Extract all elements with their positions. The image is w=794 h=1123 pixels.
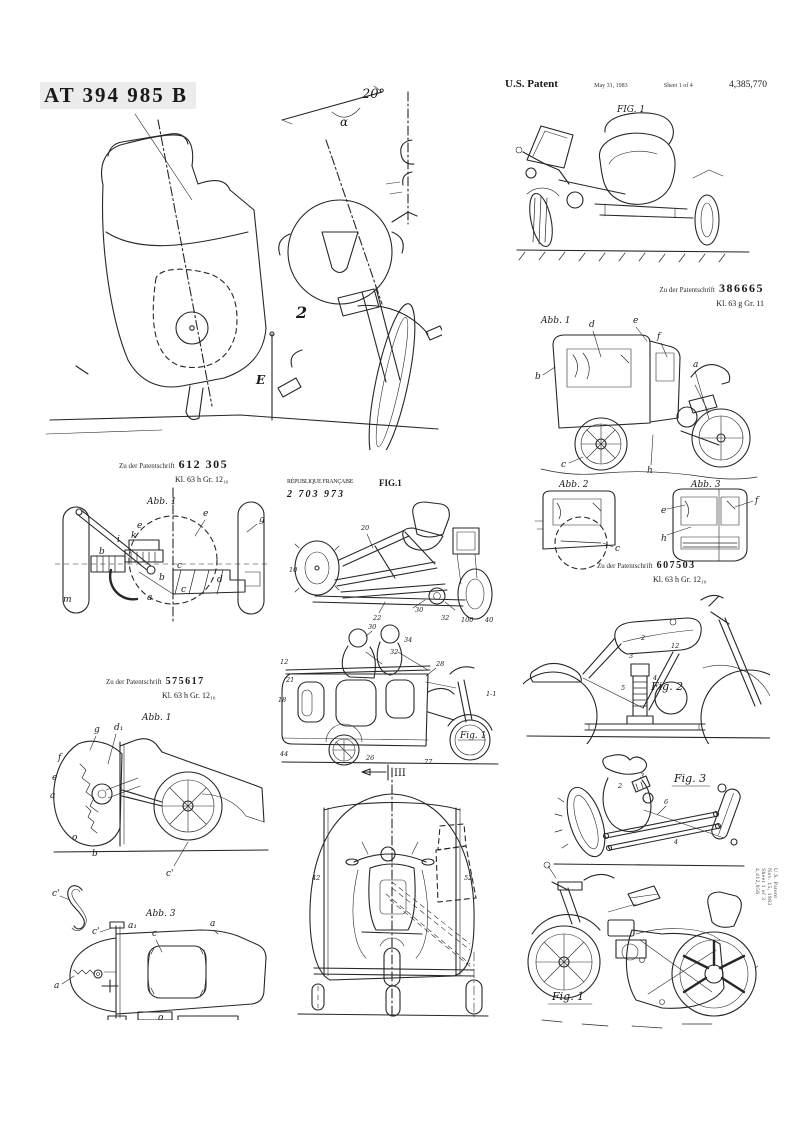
header-number: 386665 (719, 281, 764, 295)
at-patent-title: AT 394 985 B (40, 82, 196, 109)
ref-100: 100 (461, 616, 474, 624)
de-607503-header (597, 554, 707, 585)
angle-value-label: 20° (362, 87, 386, 102)
label-a: a (147, 593, 153, 603)
ref-21: 21 (286, 676, 295, 684)
label-c2: c (615, 544, 621, 554)
label-a2: a (210, 919, 216, 929)
label-m: m (63, 595, 72, 605)
motorcycle-frame-side (523, 595, 770, 744)
section-III-label: III (394, 768, 406, 779)
header-class: Kl. 63 h Gr. 12₁₀ (653, 574, 707, 584)
fig1-caption: FIG. 1 (617, 105, 646, 115)
header-prefix: Zu der Patentschrift (659, 286, 715, 294)
label-c-prime-3: c' (92, 927, 100, 937)
header-class: Kl. 63 g Gr. 11 (716, 298, 764, 308)
ref-3: 3 (640, 772, 645, 780)
header-prefix: Zu der Patentschrift (106, 678, 162, 686)
ref-18: 18 (278, 696, 287, 704)
chassis-plan-view (55, 488, 270, 622)
panel-de-575617 (50, 668, 275, 1020)
ref-32: 32 (441, 614, 450, 622)
label-h2: h (661, 534, 667, 544)
abb1-caption: Abb. 1 (541, 316, 571, 326)
fig2-caption: Fig. 2 (651, 680, 684, 693)
label-i: i (117, 535, 120, 545)
angle-dimension (282, 86, 414, 224)
de-607503-figure (523, 578, 770, 744)
fig1-caption: Fig. 1 (460, 731, 487, 741)
de-575617-figures (50, 694, 275, 1020)
panel-frame-scooter (288, 762, 498, 1024)
coach-sidecar (553, 335, 680, 470)
ref-4: 4 (653, 674, 658, 682)
label-f2: f (755, 496, 759, 506)
ref-20: 20 (361, 524, 370, 532)
label-e2: e (661, 506, 667, 516)
ref-numbers (617, 772, 678, 846)
ref-34: 34 (404, 636, 413, 644)
motorcycle-front (426, 667, 492, 760)
tie-rods (386, 882, 472, 968)
label-a3: a (54, 981, 60, 991)
label-b: b (535, 372, 541, 382)
sidecar-wheel-unit (710, 784, 743, 845)
panel-de-386665 (523, 278, 770, 570)
ref-labels (63, 509, 265, 605)
patent-edge-text (754, 868, 778, 1036)
ref-numbers (289, 524, 493, 624)
label-e: e (203, 509, 209, 519)
fig3-caption: Fig. 3 (674, 772, 707, 785)
header-class: Kl. 63 h Gr. 12₁₀ (175, 474, 229, 484)
alpha-label: α (340, 115, 349, 129)
abb2-caption: Abb. 2 (559, 480, 589, 490)
ref-2-label: 2 (296, 303, 308, 322)
label-c: c (561, 460, 567, 470)
label-d: d (217, 575, 223, 585)
label-h: h (647, 466, 653, 476)
edge-publication: U.S. Patent (772, 868, 778, 899)
label-c: c (152, 929, 158, 939)
hook-part (68, 886, 87, 931)
abb1-caption: Abb. 1 (142, 713, 172, 723)
label-b: b (159, 573, 165, 583)
label-d1: d₁ (114, 723, 124, 733)
sidecar-seatback (708, 892, 742, 927)
label-e: e (52, 773, 58, 783)
fr-fig-caption: FIG.1 (379, 478, 402, 488)
de-612305-header (119, 454, 229, 485)
fig3-figure (548, 750, 748, 877)
panel-fr-2703973 (285, 478, 500, 625)
motorcycle-rear-view (278, 140, 442, 450)
ref-6: 6 (664, 798, 669, 806)
ref-52: 52 (464, 874, 473, 882)
frame-scooter-figure (288, 762, 498, 1024)
fr-chassis-figure (285, 500, 500, 625)
section-marker (362, 765, 406, 780)
at-patent-drawing (40, 82, 442, 450)
label-f: f (58, 753, 62, 763)
us-bottom-figure (512, 860, 758, 1040)
ref-44: 44 (280, 750, 289, 758)
panel-sidecar-riders (278, 622, 503, 770)
sidecar-riders-figure (278, 622, 503, 770)
edge-date: Nov. 15, 1983 (766, 868, 772, 906)
fig1-caption: Fig. 1 (552, 990, 585, 1003)
streamlined-sidecar-sideview (54, 739, 268, 866)
panel-de-607503 (523, 552, 770, 744)
header-prefix: Zu der Patentschrift (597, 562, 653, 570)
fr-header (287, 478, 353, 502)
label-a: a (693, 360, 699, 370)
us-patent-number: 4,385,770 (728, 80, 767, 90)
label-a1: a₁ (128, 921, 137, 931)
label-b: b (92, 849, 98, 859)
abb1-labels (535, 316, 709, 476)
label-a: a (50, 791, 56, 801)
abb1-caption: Abb. 1 (147, 497, 177, 507)
panel-us-4385770 (505, 78, 767, 268)
label-o: o (72, 833, 78, 843)
label-g: g (94, 725, 100, 735)
abb3-rear-view (673, 489, 747, 561)
ref-e-label: E (256, 373, 266, 387)
abb3-caption: Abb. 3 (691, 480, 721, 490)
ref-42: 42 (312, 874, 321, 882)
de-575617-header (106, 670, 216, 701)
ref-2: 2 (618, 782, 623, 790)
label-e: e (633, 316, 639, 326)
linkage-arms (604, 810, 725, 851)
ground-line (50, 415, 438, 429)
motorcycle-front-end (528, 862, 614, 998)
header-number: 575617 (165, 676, 205, 687)
label-f: f (657, 332, 661, 342)
ref-4: 4 (674, 838, 679, 846)
sidecar-seat (595, 113, 723, 245)
de-386665-header (659, 278, 764, 309)
panel-de-612305 (55, 452, 270, 624)
sidecar-body (76, 120, 266, 420)
abb3-caption: Abb. 3 (146, 909, 176, 919)
edge-number: 4,412,056 (754, 868, 760, 895)
us-patent-word: U.S. Patent (505, 78, 558, 90)
label-o2: o (158, 1013, 164, 1020)
leaning-motorcycle (555, 755, 653, 862)
label-c-prime-hook: c' (52, 889, 60, 899)
panel-us-bottom (512, 860, 780, 1040)
ref-32: 32 (390, 648, 399, 656)
ref-10: 10 (289, 566, 298, 574)
ref-40: 40 (485, 616, 494, 624)
header-number: 607503 (656, 560, 696, 571)
ground-hatch (517, 250, 749, 262)
scooter-front-view (346, 842, 434, 986)
abb3-labels (54, 919, 218, 1020)
edge-sheet: Sheet 1 of 3 (760, 868, 766, 901)
header-number: 612 305 (178, 457, 229, 471)
ref-12: 12 (671, 642, 680, 650)
fr-country: RÉPUBLIQUE FRANÇAISE (287, 479, 354, 485)
ref-30: 30 (368, 623, 377, 631)
motorcycle-tricycle (677, 365, 750, 467)
label-b: b (99, 547, 105, 557)
ref-2: 2 (641, 634, 646, 642)
ref-26: 26 (366, 754, 375, 762)
ref-12: 12 (280, 658, 289, 666)
header-prefix: Zu der Patentschrift (119, 462, 175, 470)
header-class: Kl. 63 h Gr. 12₁₀ (162, 690, 216, 700)
us-patent-sheet: Sheet 1 of 4 (663, 83, 693, 89)
ref-30: 30 (415, 606, 424, 614)
us-patent-figure1 (505, 98, 767, 266)
sidecar-long-body (282, 666, 430, 765)
motorcycle-with-windshield (516, 126, 625, 248)
ref-22: 22 (373, 614, 382, 622)
label-g: g (259, 515, 265, 525)
label-e: e (137, 521, 143, 531)
panel-fig3-linkage (548, 750, 748, 877)
us-patent-date: May 31, 1983 (594, 83, 628, 89)
ground-ticks (542, 1020, 712, 1028)
ref-3: 3 (629, 652, 634, 660)
tubular-chassis (295, 502, 492, 619)
ground-wheels (298, 952, 488, 1018)
ref-1-1: 1-1 (486, 690, 497, 698)
us-patent-header (505, 78, 767, 90)
label-d: d (589, 320, 595, 330)
label-k: k (131, 531, 137, 541)
label-c: c (177, 561, 183, 571)
label-c: c (181, 585, 187, 595)
sidecar-mag-wheel (672, 932, 758, 1016)
label-c-prime: c' (166, 869, 174, 879)
panel-at-394985 (40, 82, 442, 450)
ref-77: 77 (424, 758, 433, 766)
ref-28: 28 (436, 660, 445, 668)
fr-number: 2 703 973 (287, 489, 345, 500)
de-386665-figures (523, 305, 770, 570)
ref-5: 5 (621, 684, 626, 692)
